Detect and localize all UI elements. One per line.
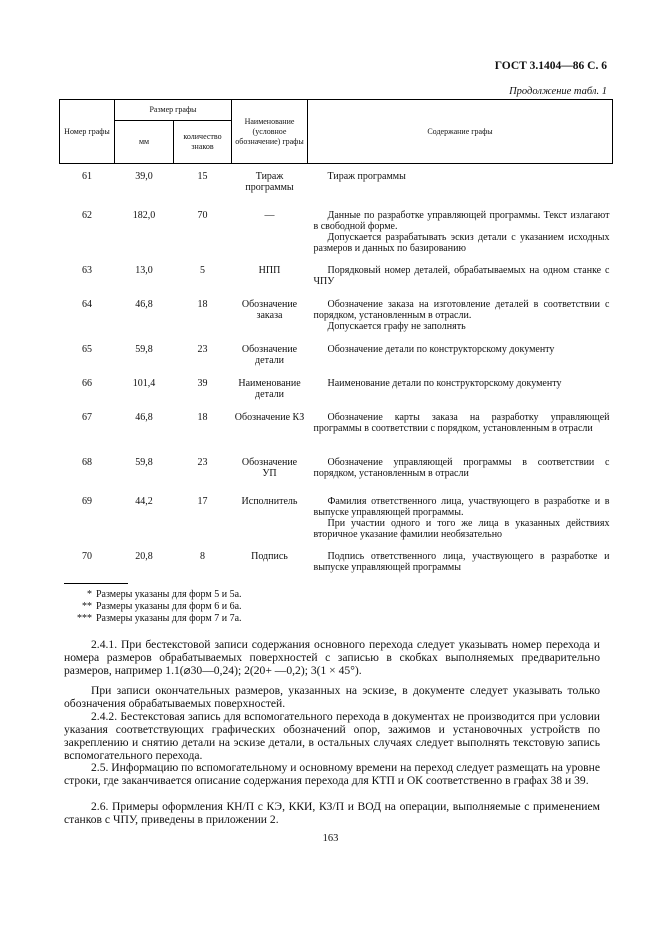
cell-chars: 23 (197, 343, 208, 355)
cell-content (308, 164, 613, 202)
cell-chars: 8 (200, 550, 205, 562)
body-paragraph: 2.5. Информацию по вспомогательному и основному времени на переход следует размещать на уровне строки, где заканчивается описание содержания перехода для КТП и ОК соответственно в графах 38 и 39. (64, 761, 600, 787)
table-continuation-label: Продолжение табл. 1 (509, 86, 607, 97)
content-paragraph: Обозначение детали по конструкторскому документу (327, 343, 555, 355)
body-paragraph: 2.4.2. Бестекстовая запись для вспомогательного перехода в документах не производится при условии указания соответствующих графических обозначений опор, зажимов и установочных устройств по закреплению и снятию детали на эскизе детали, в остальных случаях следует выполнять текстовую запись вспомогательного перехода. (64, 710, 600, 762)
cell-chars: 18 (197, 298, 208, 310)
cell-mm: 59,8 (135, 343, 153, 355)
cell-chars: 39 (197, 377, 208, 389)
body-paragraph: При записи окончательных размеров, указанных на эскизе, в документе следует указывать только обозначения обрабатываемых поверхностей. (64, 684, 600, 710)
footnote-text: Размеры указаны для форм 6 и 6а. (96, 601, 242, 612)
table-row (60, 370, 613, 404)
footnote-mark: * (87, 589, 92, 600)
content-paragraph: Данные по разработке управляющей программы. Текст излагают в свободной форме. (313, 209, 610, 232)
cell-mm: 101,4 (132, 377, 156, 389)
cell-number: 63 (82, 264, 92, 276)
footnote-mark: ** (82, 601, 92, 612)
cell-name: — (264, 209, 275, 221)
cell-content (308, 257, 613, 291)
cell-content (308, 370, 613, 404)
cell-chars: 18 (197, 411, 208, 423)
columns-table (59, 99, 613, 583)
header-name: Наименование (условное обозначение) графы (232, 100, 308, 164)
cell-chars: 15 (197, 171, 208, 182)
cell-name: Подпись (251, 550, 288, 562)
cell-content (308, 202, 613, 257)
cell-chars: 70 (197, 209, 208, 221)
table-row (60, 449, 613, 488)
table-row (60, 336, 613, 370)
content-paragraph: Допускается разрабатывать эскиз детали с указанием исходных размеров и данных по базированию (313, 231, 610, 254)
document-header: ГОСТ 3.1404—86 С. 6 (494, 60, 607, 72)
footnote (64, 613, 242, 624)
header-content: Содержание графы (308, 100, 613, 164)
cell-name: Обозначение детали (241, 343, 298, 366)
cell-name: Наименование детали (238, 377, 301, 400)
content-paragraph: Наименование детали по конструкторскому документу (327, 377, 562, 389)
content-paragraph: Допускается графу не заполнять (327, 320, 466, 332)
cell-name: НПП (258, 264, 281, 276)
cell-mm: 44,2 (135, 495, 153, 507)
cell-number: 67 (82, 411, 92, 423)
cell-mm: 46,8 (135, 298, 153, 310)
cell-mm: 59,8 (135, 456, 153, 468)
table-row (60, 291, 613, 336)
cell-number: 70 (82, 550, 92, 562)
table-row (60, 404, 613, 449)
cell-content (308, 291, 613, 336)
cell-content (308, 543, 613, 583)
table-row (60, 488, 613, 543)
cell-mm: 182,0 (132, 209, 156, 221)
cell-number: 65 (82, 343, 92, 355)
header-number: Номер графы (60, 100, 115, 164)
content-paragraph: Фамилия ответственного лица, участвующего в разработке и в выпуске управляющей программы. (313, 495, 610, 518)
cell-mm: 13,0 (135, 264, 153, 276)
cell-chars: 23 (197, 456, 208, 468)
table-row (60, 257, 613, 291)
table-row (60, 543, 613, 583)
cell-number: 69 (82, 495, 92, 507)
cell-number: 62 (82, 209, 92, 221)
cell-number: 64 (82, 298, 92, 310)
footnote (64, 589, 242, 600)
content-paragraph: Подпись ответственного лица, участвующего в разработке и выпуске управляющей программы (313, 550, 610, 573)
cell-number: 68 (82, 456, 92, 468)
cell-number: 66 (82, 377, 92, 389)
cell-name: Тираж программы (245, 171, 294, 193)
footnote (64, 601, 242, 612)
content-paragraph: Порядковый номер деталей, обрабатываемых на одном станке с ЧПУ (313, 264, 610, 287)
header-mm: мм (115, 121, 174, 164)
cell-name: Исполнитель (241, 495, 298, 507)
cell-content (308, 449, 613, 488)
cell-content (308, 404, 613, 449)
footnote-divider (64, 583, 128, 584)
footnote-text: Размеры указаны для форм 7 и 7а. (96, 613, 242, 624)
cell-mm: 20,8 (135, 550, 153, 562)
cell-name: Обозначение УП (241, 456, 298, 479)
footnote-text: Размеры указаны для форм 5 и 5а. (96, 589, 242, 600)
table-row (60, 202, 613, 257)
body-paragraph: 2.6. Примеры оформления КН/П с КЭ, ККИ, КЗ/П и ВОД на операции, выполняемые с применением станков с ЧПУ, приведены в приложении 2. (64, 800, 600, 826)
cell-name: Обозначение КЗ (234, 411, 305, 423)
cell-chars: 5 (200, 264, 205, 276)
content-paragraph: При участии одного и того же лица в указанных действиях вторичное указание фамилии необязательно (313, 517, 610, 540)
cell-name: Обозначение заказа (241, 298, 298, 321)
cell-content (308, 336, 613, 370)
cell-mm: 39,0 (135, 171, 153, 182)
table-row (60, 164, 613, 202)
cell-chars: 17 (197, 495, 208, 507)
cell-content (308, 488, 613, 543)
cell-number: 61 (82, 171, 92, 182)
content-paragraph: Обозначение заказа на изготовление деталей в соответствии с порядком, установленным в отрасли. (313, 298, 610, 321)
body-paragraph: 2.4.1. При бестекстовой записи содержания основного перехода следует указывать номер перехода и номера размеров обрабатываемых поверхностей с записью в скобках выполняемых предварительно размеров, например 1.1(⌀30—0,24); 2(20+ —0,2); 3(1 × 45°). (64, 638, 600, 677)
header-chars: количество знаков (174, 121, 232, 164)
page-number: 163 (322, 833, 339, 844)
cell-mm: 46,8 (135, 411, 153, 423)
header-size: Размер графы (115, 100, 232, 121)
content-paragraph: Тираж программы (327, 171, 406, 182)
footnote-mark: *** (77, 613, 92, 624)
content-paragraph: Обозначение карты заказа на разработку управляющей программы в соответствии с порядком, установленным в отрасли (313, 411, 610, 434)
content-paragraph: Обозначение управляющей программы в соответствии с порядком, установленным в отрасли (313, 456, 610, 479)
